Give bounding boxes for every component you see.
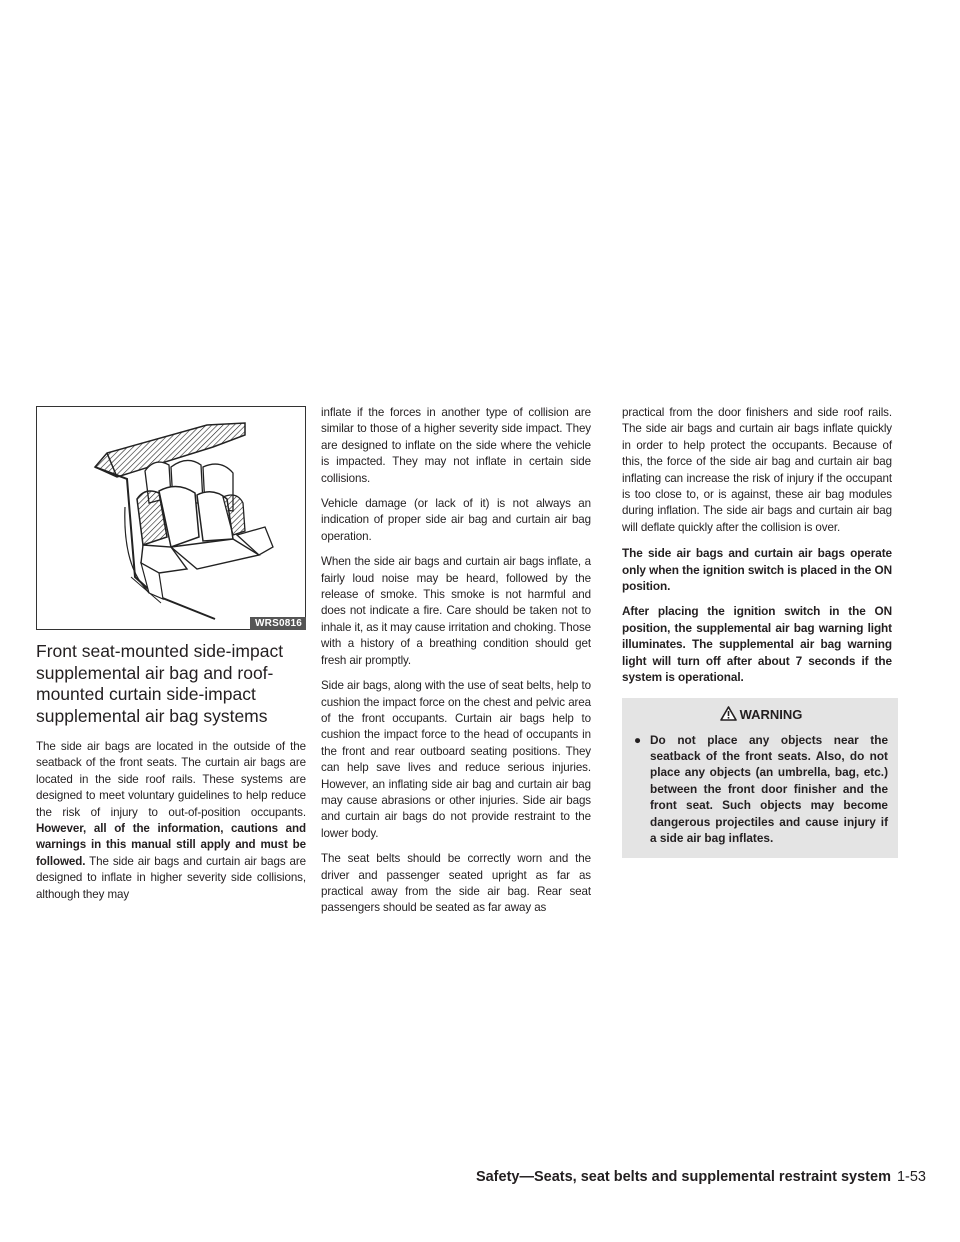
col1-paragraph xyxy=(36,739,306,903)
col2-paragraph-2: Vehicle damage (or lack of it) is not always an indication of proper side air bag and curtain air bag operation. xyxy=(321,497,591,543)
col2-paragraph-1: inflate if the forces in another type of collision are similar to those of a higher severity side impact. They are designed to inflate on the side where the vehicle is impacted. They may not inflate in certain side collisions. xyxy=(321,406,591,485)
col3-paragraph-1: practical from the door finishers and side roof rails. The side air bags and curtain air bags inflate quickly in order to help protect the occupants. Because of this, the force of the side air bag and curtain air bag inflating can increase the risk of injury if the occupant is too close to, or is against, these air bag modules during inflation. The side air bags and curtain air bag will deflate quickly after the collision is over. xyxy=(622,406,892,534)
bullet-icon: ● xyxy=(634,732,642,747)
left-column xyxy=(36,403,306,912)
col2-paragraph-5: The seat belts should be correctly worn and the driver and passenger seated upright as far as practical away from the side air bag. Rear seat passengers should be seated as far away as xyxy=(321,852,591,915)
middle-column xyxy=(321,405,591,926)
page-number: 1-53 xyxy=(896,1169,926,1185)
col1-p1-text: The side air bags are located in the outside of the seatback of the front seats. The curtain air bags are located in the side roof rails. These systems are designed to meet voluntary guidelines to help reduce the risk of injury to out-of-position occupants. xyxy=(36,740,306,819)
page-footer xyxy=(476,1169,926,1185)
col2-paragraph-3: When the side air bags and curtain air bags inflate, a fairly loud noise may be heard, followed by the release of smoke. This smoke is not harmful and does not indicate a fire. Care should be taken not to inhale it, as it may cause irritation and choking. Those with a history of a breathing condition should get fresh air promptly. xyxy=(321,555,592,667)
warning-triangle-icon xyxy=(720,706,737,724)
section-title: Front seat-mounted side-impact supplemental air bag and roof-mounted curtain side-impact supplemental air bag systems xyxy=(36,641,284,726)
right-column xyxy=(622,405,892,858)
warning-heading xyxy=(634,706,888,724)
seat-airbag-drawing xyxy=(37,407,305,629)
figure-code: WRS0816 xyxy=(250,617,306,630)
footer-chapter: Safety—Seats, seat belts and supplemental restraint system xyxy=(475,1169,891,1185)
col3-paragraph-3: After placing the ignition switch in the ON position, the supplemental air bag warning light illuminates. The supplemental air bag warning light will turn off after about 7 seconds if the system is operational. xyxy=(622,604,892,685)
warning-item xyxy=(634,732,888,847)
warning-label: WARNING xyxy=(739,707,803,722)
warning-box xyxy=(622,698,898,859)
col1-p1-bold: However, all of the information, cautions and warnings in this manual still apply and must be followed. xyxy=(36,822,306,868)
warning-text: Do not place any objects near the seatback of the front seats. Also, do not place any objects (an umbrella, bag, etc.) between the front door finisher and the front seat. Such objects may become dangerous projectiles and cause injury if a side air bag inflates. xyxy=(650,732,888,845)
col3-paragraph-2: The side air bags and curtain air bags operate only when the ignition switch is placed in the ON position. xyxy=(622,546,892,594)
col1-p1-tail: The side air bags and curtain air bags are designed to inflate in higher severity side collisions, although they may xyxy=(36,854,307,901)
col2-paragraph-4: Side air bags, along with the use of seat belts, help to cushion the impact force on the chest and pelvic area of the front occupants. Curtain air bags help to cushion the impact force to the head of occupants in the front and rear outboard seating positions. They can help save lives and reduce serious injuries. However, an inflating side air bag and curtain air bag may cause abrasions or other injuries. Side air bags and curtain air bags do not provide restraint to the lower body. xyxy=(321,679,591,840)
airbag-illustration xyxy=(36,406,306,630)
